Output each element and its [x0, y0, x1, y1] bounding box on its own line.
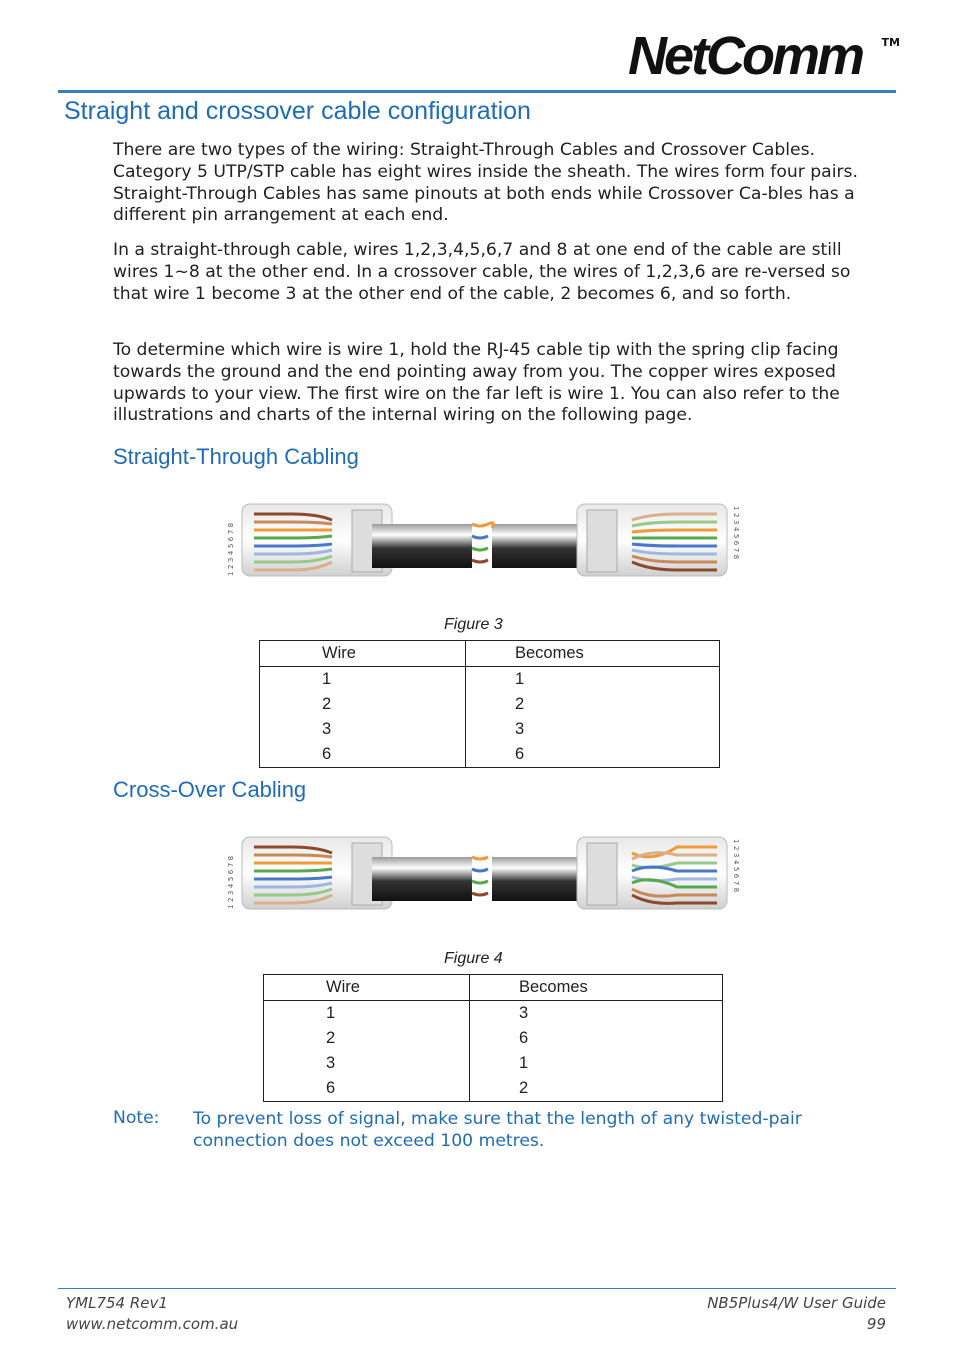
becomes-cell: 1: [466, 667, 720, 693]
wire-cell: 2: [264, 1026, 470, 1051]
wire-cell: 3: [264, 1051, 470, 1076]
table-row: [260, 742, 720, 768]
becomes-cell: 1: [470, 1051, 723, 1076]
wire-cell: 3: [260, 717, 466, 742]
figure-3-caption: Figure 3: [444, 616, 503, 633]
straight-through-table: [259, 640, 720, 768]
straight-crossover-paragraph: In a straight-through cable, wires 1,2,3,4,5,6,7 and 8 at one end of the cable are still wires 1~8 at the other end. In a crossover cable, the wires of 1,2,3,6 are re-versed so that wire 1 become 3 at the other end of the cable, 2 becomes 6, and so forth.: [113, 240, 851, 304]
cross-over-cable-illustration: [222, 833, 747, 913]
cross-over-table: [263, 974, 723, 1102]
table-header-row: [260, 641, 720, 667]
logo-text: NetComm: [628, 26, 863, 86]
wire-cell: 6: [260, 742, 466, 768]
becomes-cell: 6: [466, 742, 720, 768]
cross-over-heading: Cross-Over Cabling: [113, 777, 307, 802]
becomes-cell: 3: [466, 717, 720, 742]
column-header-becomes: Becomes: [470, 975, 723, 1001]
table-row: [260, 692, 720, 717]
header-rule: [58, 90, 896, 93]
left-pin-numbers: 12345678: [227, 520, 235, 576]
footer-right: [707, 1293, 886, 1335]
wire-cell: 6: [264, 1076, 470, 1102]
straight-through-cable-illustration: [222, 500, 747, 580]
note-label: Note:: [113, 1108, 160, 1128]
trademark-mark: TM: [881, 36, 900, 49]
becomes-cell: 2: [466, 692, 720, 717]
document-id: YML754 Rev1: [66, 1294, 168, 1312]
website-url: www.netcomm.com.au: [66, 1315, 239, 1333]
footer-left: [66, 1293, 238, 1335]
figure-4-caption: Figure 4: [444, 950, 503, 967]
netcomm-logo: [628, 26, 900, 86]
wire-cell: 2: [260, 692, 466, 717]
left-pin-numbers: 12345678: [227, 853, 235, 909]
wire-cell: 1: [264, 1001, 470, 1027]
note-text: To prevent loss of signal, make sure that the length of any twisted-pair connection does not exceed 100 metres.: [193, 1109, 802, 1151]
table-row: [260, 667, 720, 693]
table-header-row: [264, 975, 723, 1001]
table-row: [264, 1076, 723, 1102]
table-row: [264, 1001, 723, 1027]
page-number: 99: [866, 1315, 886, 1333]
intro-paragraph: There are two types of the wiring: Straight-Through Cables and Crossover Cables. Category 5 UTP/STP cable has eight wires inside the sheath. The wires form four pairs. Straight-Through Cables has same pinouts at both ends while Crossover Ca-bles has a different pin arrangement at each end.: [113, 140, 858, 226]
becomes-cell: 3: [470, 1001, 723, 1027]
becomes-cell: 2: [470, 1076, 723, 1102]
column-header-wire: Wire: [264, 975, 470, 1001]
wire-cell: 1: [260, 667, 466, 693]
column-header-wire: Wire: [260, 641, 466, 667]
table-row: [264, 1051, 723, 1076]
page-title: Straight and crossover cable configuration: [64, 97, 531, 125]
table-row: [264, 1026, 723, 1051]
wire-one-paragraph: To determine which wire is wire 1, hold the RJ-45 cable tip with the spring clip facing towards the ground and the end pointing away from you. The copper wires exposed upwards to your view. The first wire on the far left is wire 1. You can also refer to the illustrations and charts of the internal wiring on the following page.: [113, 340, 840, 426]
footer-rule: [58, 1288, 896, 1289]
becomes-cell: 6: [470, 1026, 723, 1051]
guide-title: NB5Plus4/W User Guide: [707, 1294, 886, 1312]
column-header-becomes: Becomes: [466, 641, 720, 667]
straight-through-heading: Straight-Through Cabling: [113, 444, 359, 469]
table-row: [260, 717, 720, 742]
right-pin-numbers: 12345678: [732, 506, 740, 562]
right-pin-numbers: 12345678: [732, 839, 740, 895]
